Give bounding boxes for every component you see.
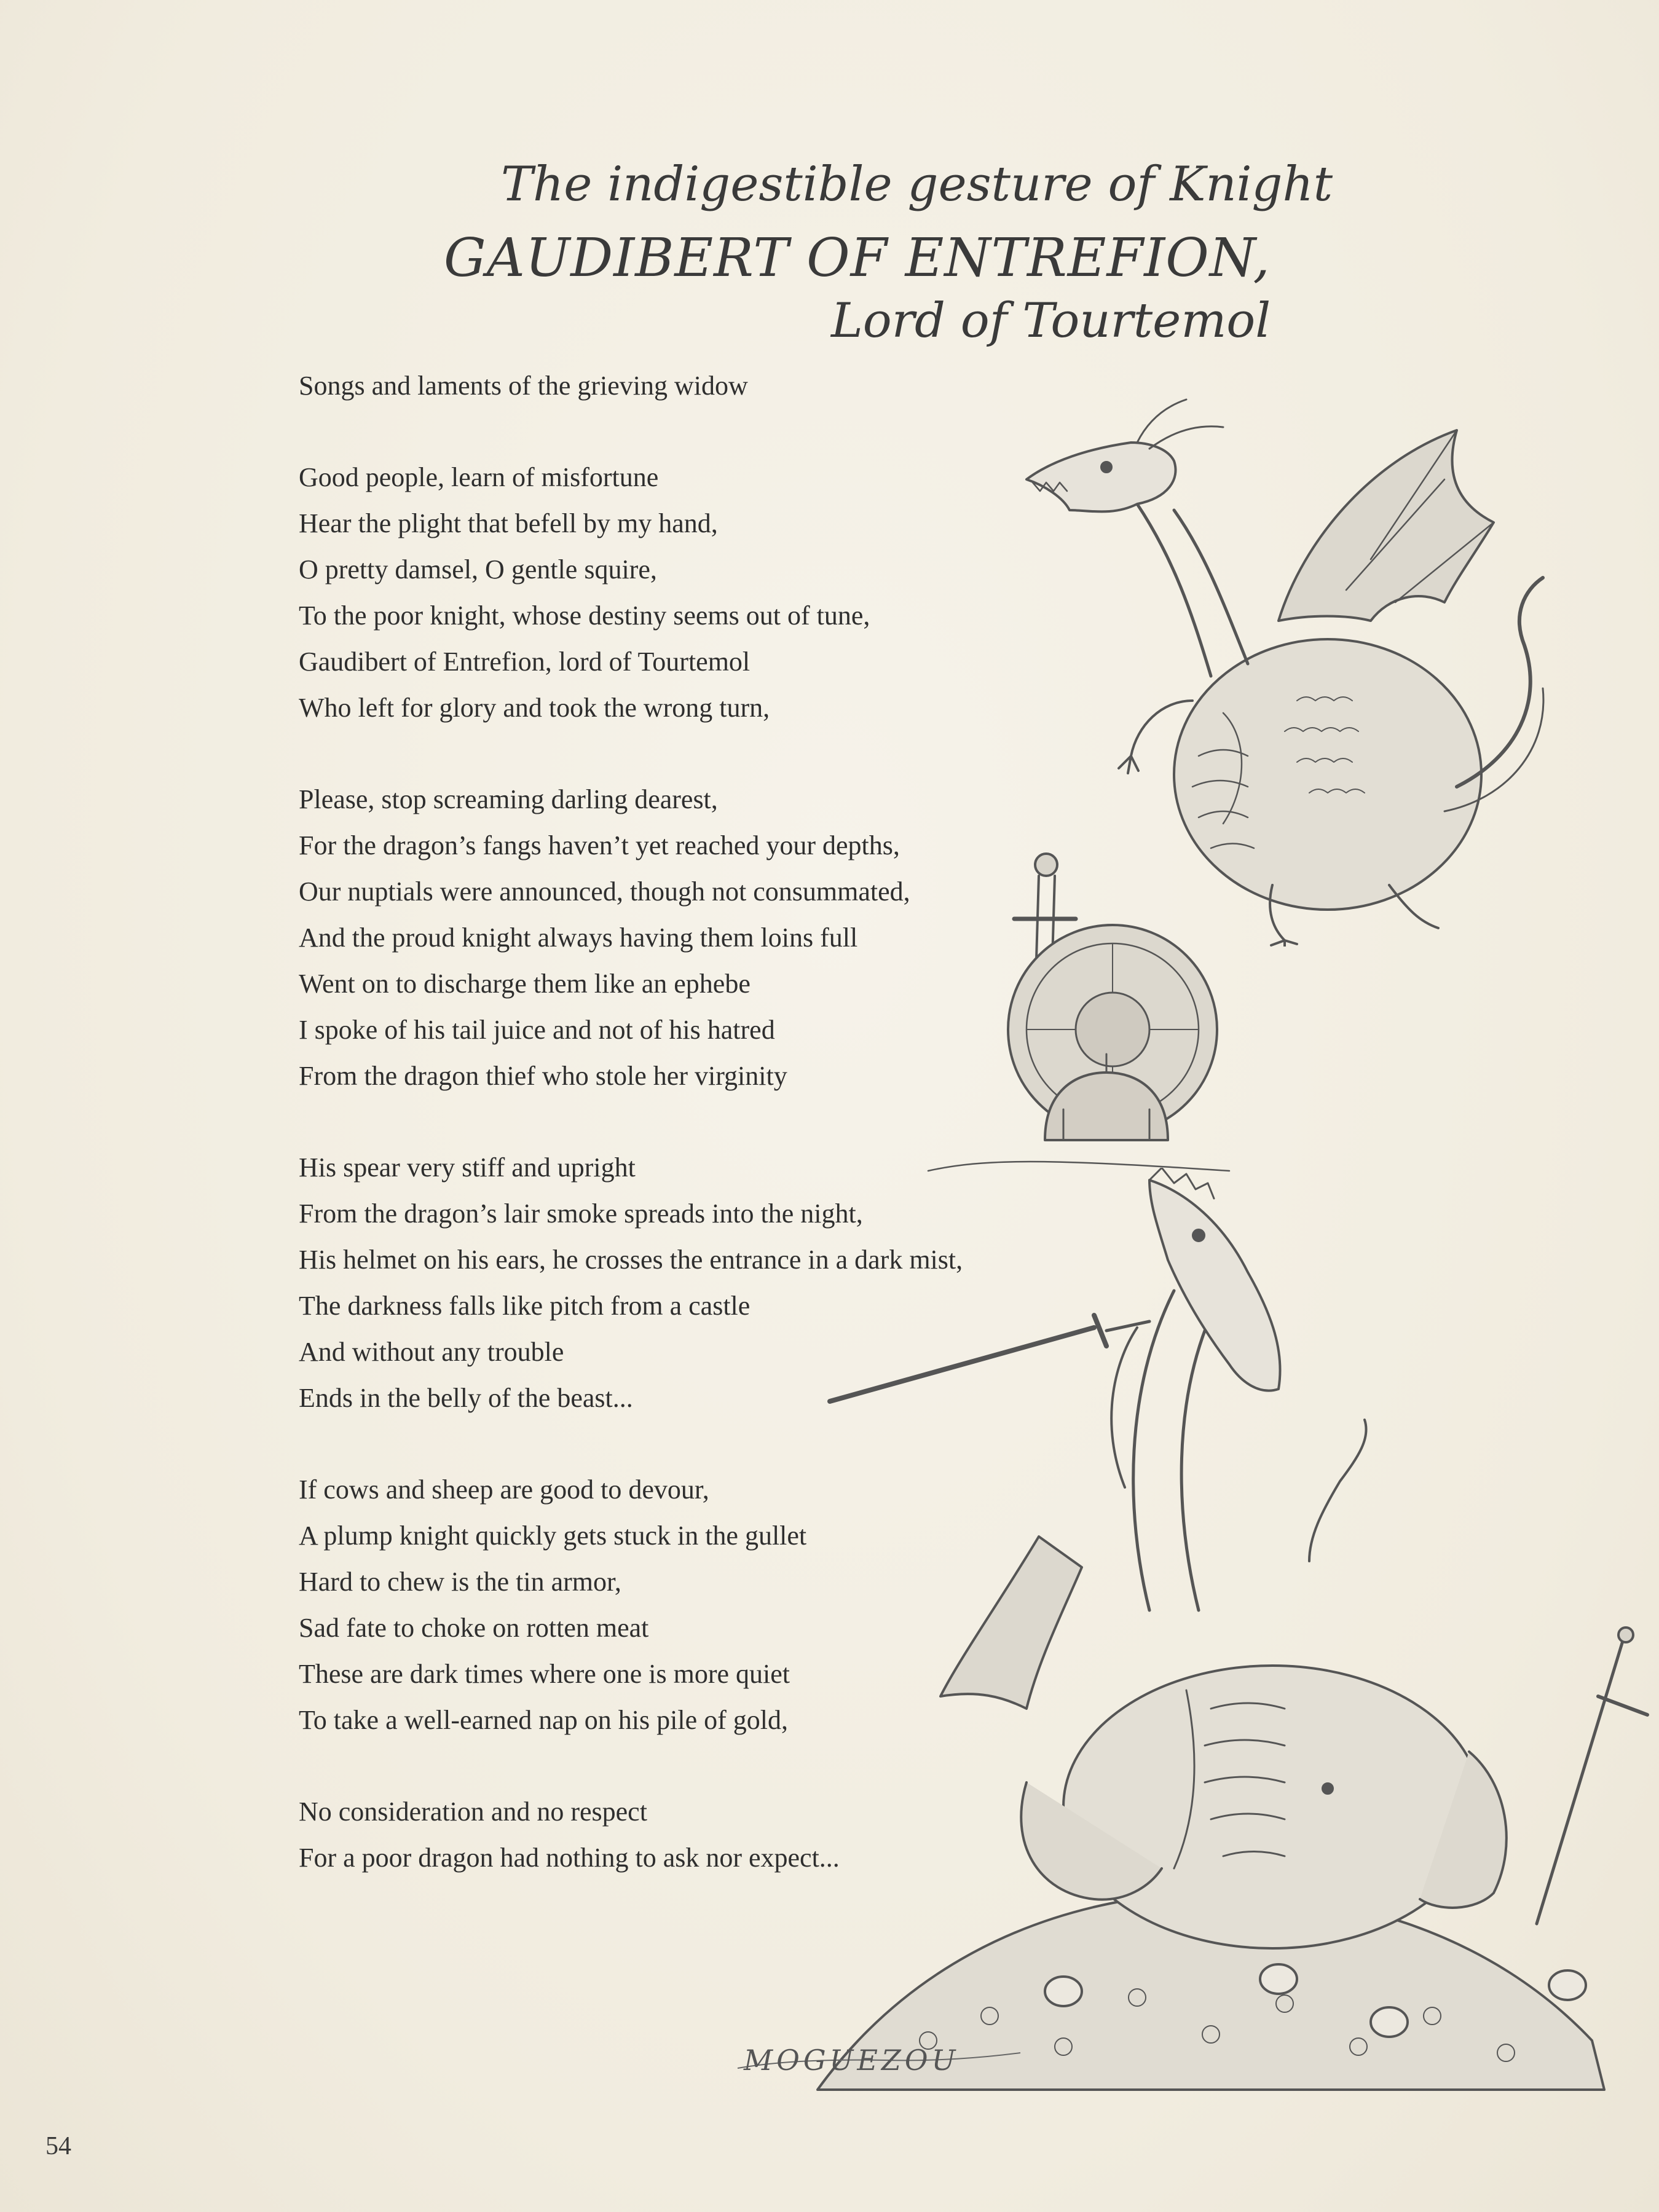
poem-line: From the dragon thief who stole her virginity bbox=[299, 1061, 787, 1091]
page-number: 54 bbox=[45, 2132, 71, 2160]
poem-line: The darkness falls like pitch from a castle bbox=[299, 1291, 751, 1321]
poem-line: And the proud knight always having them loins full bbox=[299, 923, 858, 953]
poem-line: O pretty damsel, O gentle squire, bbox=[299, 554, 657, 584]
poem-line: Gaudibert of Entrefion, lord of Tourtemol bbox=[299, 647, 751, 677]
poem-line: Hear the plight that befell by my hand, bbox=[299, 508, 718, 538]
poem-line: If cows and sheep are good to devour, bbox=[299, 1474, 709, 1505]
poem-line: Good people, learn of misfortune bbox=[299, 462, 659, 492]
title-line-1: The indigestible gesture of Knight bbox=[501, 157, 1333, 212]
poem-line: His helmet on his ears, he crosses the entrance in a dark mist, bbox=[299, 1245, 963, 1275]
shield-sword-helmet-illustration bbox=[910, 851, 1254, 1183]
poem-line: To the poor knight, whose destiny seems out of tune, bbox=[299, 600, 870, 631]
poem-line: Hard to chew is the tin armor, bbox=[299, 1567, 621, 1597]
poem-line: Please, stop screaming darling dearest, bbox=[299, 784, 718, 814]
poem-line: Our nuptials were announced, though not consummated, bbox=[299, 876, 910, 907]
poem-line: Ends in the belly of the beast... bbox=[299, 1383, 633, 1413]
poem-line: A plump knight quickly gets stuck in the gullet bbox=[299, 1521, 807, 1551]
poem-line: His spear very stiff and upright bbox=[299, 1152, 636, 1183]
poem-subtitle: Songs and laments of the grieving widow bbox=[299, 371, 748, 401]
signature-text: MOGUEZOU bbox=[744, 2044, 960, 2077]
poem-line: Sad fate to choke on rotten meat bbox=[299, 1613, 649, 1643]
poem-line: Went on to discharge them like an ephebe bbox=[299, 969, 751, 999]
poem-line: For a poor dragon had nothing to ask nor expect... bbox=[299, 1843, 840, 1873]
title-line-2: GAUDIBERT OF ENTREFION, bbox=[444, 227, 1271, 289]
poem-line: No consideration and no respect bbox=[299, 1797, 647, 1827]
poem-line: These are dark times where one is more quiet bbox=[299, 1659, 790, 1689]
poem-line: For the dragon’s fangs haven’t yet reached your depths, bbox=[299, 830, 900, 860]
poem-line: I spoke of his tail juice and not of his hatred bbox=[299, 1015, 775, 1045]
poem-line: From the dragon’s lair smoke spreads into the night, bbox=[299, 1198, 863, 1229]
poem-line: Who left for glory and took the wrong turn, bbox=[299, 693, 770, 723]
poem-line: To take a well-earned nap on his pile of gold, bbox=[299, 1705, 788, 1735]
poem-line: And without any trouble bbox=[299, 1337, 564, 1367]
title-line-3: Lord of Tourtemol bbox=[831, 293, 1271, 348]
artist-signature bbox=[725, 2034, 1033, 2090]
sitting-dragon-illustration bbox=[805, 1168, 1653, 2108]
